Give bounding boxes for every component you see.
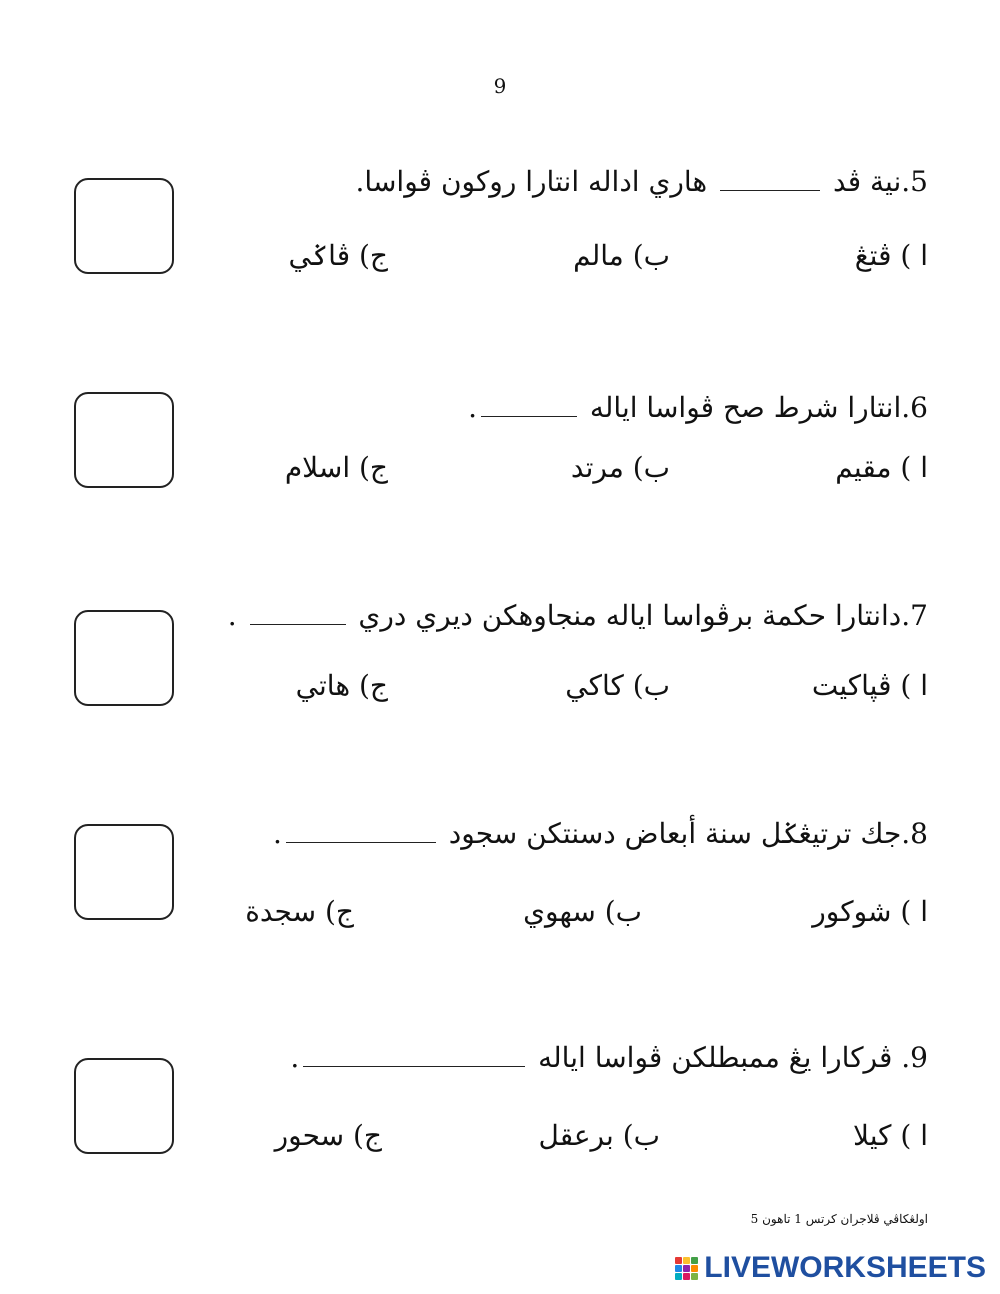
option-b: ب) سهوي xyxy=(523,895,642,928)
option-c: ج) هاتي xyxy=(295,669,388,702)
question-text-before: جك ترتيڠݢل سنة أبعاض دسنتكن سجود xyxy=(448,817,902,850)
question-7 xyxy=(0,596,1000,716)
answer-box-7[interactable] xyxy=(74,610,174,706)
answer-box-8[interactable] xyxy=(74,824,174,920)
question-text-before: ڤركارا يڠ ممبطلكن ڤواسا اياله xyxy=(538,1041,893,1074)
blank-line xyxy=(250,600,346,625)
question-5 xyxy=(0,162,1000,282)
question-text-after: . xyxy=(468,391,477,424)
question-number: 5. xyxy=(901,165,928,198)
blank-line xyxy=(303,1042,525,1067)
option-c: ج) اسلام xyxy=(284,451,388,484)
page-number: 9 xyxy=(493,74,507,98)
blank-line xyxy=(481,392,577,417)
option-a: ا ) شوكور xyxy=(812,895,928,928)
blank-line xyxy=(286,818,436,843)
option-c: ج) سجدة xyxy=(245,895,354,928)
question-text-before: دانتارا حكمة برڤواسا اياله منجاوهكن ديري دري xyxy=(358,599,902,632)
question-number: 9. xyxy=(901,1041,928,1074)
option-c: ج) سحور xyxy=(274,1119,382,1152)
question-text xyxy=(228,596,928,636)
question-text-before: نية ڤد xyxy=(833,165,902,198)
answer-box-6[interactable] xyxy=(74,392,174,488)
option-a: ا ) ڤڽاكيت xyxy=(811,669,928,702)
option-b: ب) مالم xyxy=(573,239,670,272)
question-text-before: انتارا شرط صح ڤواسا اياله xyxy=(589,391,902,424)
question-8 xyxy=(0,814,1000,934)
option-b: ب) برعقل xyxy=(538,1119,660,1152)
question-text xyxy=(356,162,928,202)
question-text xyxy=(468,388,928,428)
footer-note: اولڠكاڤي ڤلاجران كرتس 1 تاهون 5 xyxy=(750,1212,928,1226)
question-9 xyxy=(0,1038,1000,1158)
question-number: 6. xyxy=(901,391,928,424)
question-text-after: هاري اداله انتارا روكون ڤواسا. xyxy=(355,165,708,198)
answer-box-9[interactable] xyxy=(74,1058,174,1154)
question-number: 8. xyxy=(901,817,928,850)
blank-line xyxy=(720,166,820,191)
question-text-after: . xyxy=(272,817,282,850)
option-a: ا ) مقيم xyxy=(835,451,928,484)
option-a: ا ) كيلا xyxy=(853,1119,928,1152)
option-b: ب) مرتد xyxy=(570,451,670,484)
question-text xyxy=(273,814,928,854)
liveworksheets-logo xyxy=(675,1250,986,1286)
option-b: ب) كاكي xyxy=(565,669,670,702)
answer-box-5[interactable] xyxy=(74,178,174,274)
question-6 xyxy=(0,388,1000,508)
logo-grid-icon xyxy=(675,1257,698,1280)
question-text xyxy=(290,1038,928,1078)
question-text-after: . xyxy=(290,1041,300,1074)
option-a: ا ) ڤتڠ xyxy=(854,239,928,272)
logo-text: LIVEWORKSHEETS xyxy=(704,1251,986,1284)
question-number: 7. xyxy=(901,599,928,632)
option-c: ج) ڤاݢي xyxy=(288,239,388,272)
question-text-after: . xyxy=(227,599,237,632)
